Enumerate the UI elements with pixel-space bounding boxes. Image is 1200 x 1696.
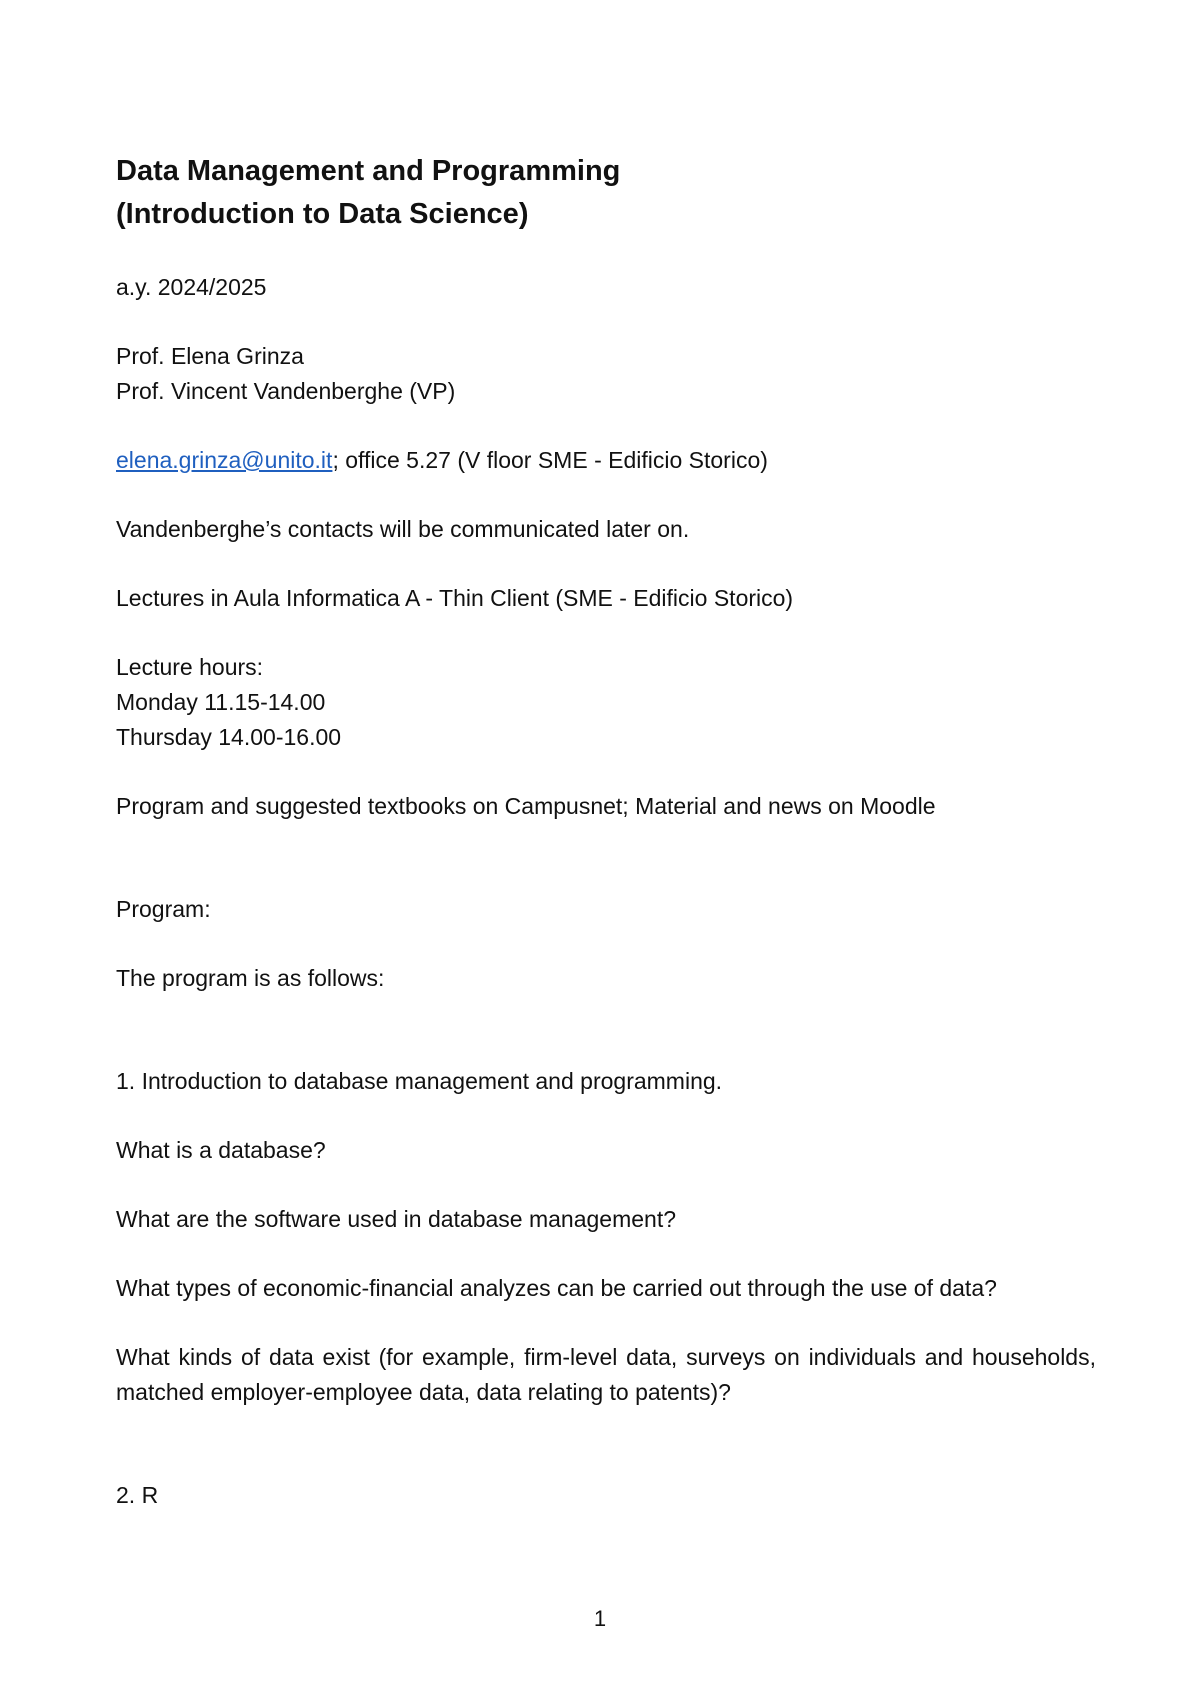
- title-line-2: (Introduction to Data Science): [116, 198, 529, 230]
- resources-note: Program and suggested textbooks on Campusnet; Material and news on Moodle: [116, 793, 936, 819]
- lecture-hours-label: Lecture hours:: [116, 654, 264, 680]
- office-info: ; office 5.27 (V floor SME - Edificio Storico): [332, 447, 768, 473]
- lectures-location: Lectures in Aula Informatica A - Thin Client (SME - Edificio Storico): [116, 585, 794, 611]
- academic-year: a.y. 2024/2025: [116, 274, 267, 300]
- question-2: What are the software used in database management?: [116, 1206, 677, 1232]
- contact-line: [116, 443, 1096, 478]
- document-title: [116, 150, 1096, 236]
- professor-1: Prof. Elena Grinza: [116, 343, 304, 369]
- question-3: What types of economic-financial analyzes can be carried out through the use of data?: [116, 1275, 997, 1301]
- section-2-heading: 2. R: [116, 1482, 159, 1508]
- contacts-note: Vandenberghe’s contacts will be communicated later on.: [116, 516, 690, 542]
- document-body: [116, 150, 1096, 1513]
- question-4: What kinds of data exist (for example, firm-level data, surveys on individuals and households, matched employer-employee data, data relating to patents)?: [116, 1344, 1096, 1405]
- question-1: What is a database?: [116, 1137, 326, 1163]
- program-intro: The program is as follows:: [116, 965, 385, 991]
- email-link[interactable]: elena.grinza@unito.it: [116, 447, 333, 473]
- professor-2: Prof. Vincent Vandenberghe (VP): [116, 378, 456, 404]
- title-line-1: Data Management and Programming: [116, 155, 621, 187]
- lecture-hours-thursday: Thursday 14.00-16.00: [116, 724, 342, 750]
- program-label: Program:: [116, 896, 211, 922]
- page-number: 1: [593, 1606, 607, 1631]
- section-1-heading: 1. Introduction to database management and programming.: [116, 1068, 723, 1094]
- lecture-hours-monday: Monday 11.15-14.00: [116, 689, 326, 715]
